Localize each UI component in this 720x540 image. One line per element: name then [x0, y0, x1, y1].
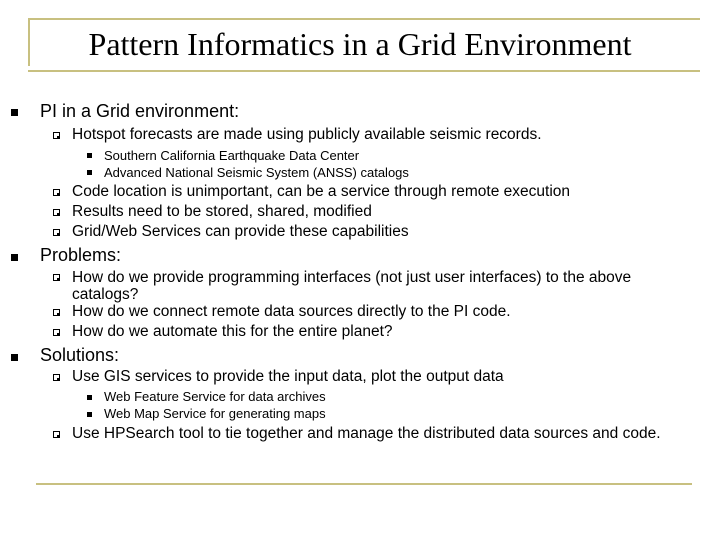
bullet-box-icon	[53, 189, 60, 196]
bullet-square-icon	[11, 254, 18, 261]
list-item: How do we connect remote data sources directly to the PI code.	[72, 303, 511, 320]
list-item: Code location is unimportant, can be a service through remote execution	[72, 183, 571, 200]
list-item: Use GIS services to provide the input data, plot the output data	[72, 368, 504, 385]
list-item: Hotspot forecasts are made using publicly available seismic records.	[72, 126, 542, 143]
bullet-square-icon	[11, 109, 18, 116]
slide-title: Pattern Informatics in a Grid Environment	[88, 26, 632, 62]
list-item: How do we automate this for the entire planet?	[72, 323, 393, 340]
bullet-square-icon	[11, 354, 18, 361]
section-heading: PI in a Grid environment:	[40, 101, 240, 121]
list-item: Results need to be stored, shared, modified	[72, 203, 372, 220]
list-item: Grid/Web Services can provide these capabilities	[72, 223, 409, 240]
list-item: How do we provide programming interfaces (not just user interfaces) to the above catalogs?	[72, 269, 632, 303]
top-rule	[28, 18, 700, 20]
bullet-box-icon	[53, 229, 60, 236]
bullet-square-icon	[87, 170, 92, 175]
list-item: Advanced National Seismic System (ANSS) catalogs	[104, 165, 409, 180]
bullet-box-icon	[53, 274, 60, 281]
bottom-rule	[36, 483, 692, 485]
bullet-box-icon	[53, 329, 60, 336]
list-item: Southern California Earthquake Data Center	[104, 148, 360, 163]
bullet-square-icon	[87, 153, 92, 158]
section-heading: Solutions:	[40, 345, 120, 365]
section-heading: Problems:	[40, 245, 122, 265]
list-item: Web Feature Service for data archives	[104, 389, 326, 404]
bullet-box-icon	[53, 209, 60, 216]
bullet-box-icon	[53, 309, 60, 316]
list-item: Use HPSearch tool to tie together and manage the distributed data sources and code.	[72, 425, 661, 442]
bullet-box-icon	[53, 132, 60, 139]
list-item: Web Map Service for generating maps	[104, 406, 326, 421]
title-underline	[28, 70, 700, 72]
bullet-box-icon	[53, 374, 60, 381]
bullet-box-icon	[53, 431, 60, 438]
bullet-square-icon	[87, 395, 92, 400]
bullet-square-icon	[87, 412, 92, 417]
